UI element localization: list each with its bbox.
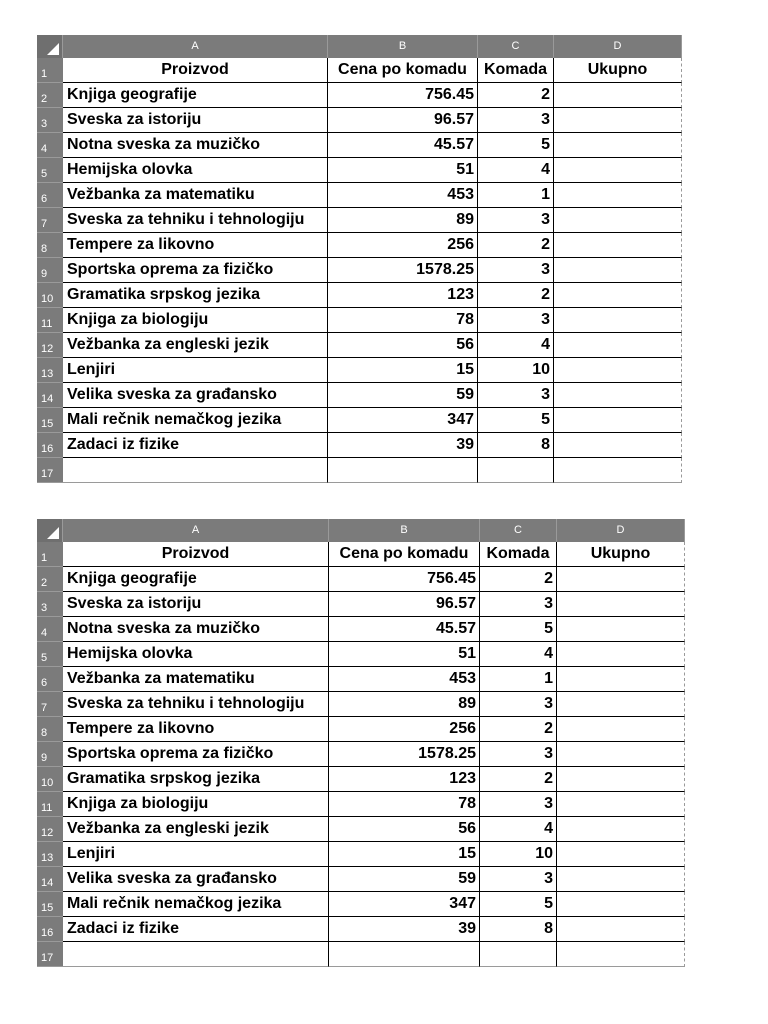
cell-c[interactable]: 10: [480, 842, 557, 867]
table-row: [37, 842, 685, 867]
cell-d[interactable]: [557, 692, 685, 717]
table-row: [37, 258, 682, 283]
row-number[interactable]: 14: [37, 867, 63, 892]
cell-b[interactable]: 756.45: [328, 83, 478, 108]
table-row: [37, 133, 682, 158]
cell-a[interactable]: Hemijska olovka: [63, 158, 328, 183]
cell-a[interactable]: Tempere za likovno: [63, 233, 328, 258]
row-number[interactable]: 6: [37, 183, 63, 208]
row-number[interactable]: 16: [37, 917, 63, 942]
table-row: [37, 617, 685, 642]
cell-d[interactable]: [557, 867, 685, 892]
table-row: [37, 283, 682, 308]
table-row: [37, 567, 685, 592]
header-cell[interactable]: Komada: [478, 58, 554, 83]
row-number[interactable]: 8: [37, 717, 63, 742]
cell-b[interactable]: [328, 458, 478, 483]
spreadsheet-bottom: [37, 519, 685, 967]
cell-a[interactable]: Zadaci iz fizike: [63, 917, 329, 942]
table-row: [37, 867, 685, 892]
header-cell[interactable]: Cena po komadu: [329, 542, 480, 567]
table-row: [37, 667, 685, 692]
header-cell[interactable]: Komada: [480, 542, 557, 567]
cell-d[interactable]: [554, 83, 682, 108]
cell-d[interactable]: [557, 642, 685, 667]
cell-b[interactable]: 15: [328, 358, 478, 383]
cell-a[interactable]: Lenjiri: [63, 358, 328, 383]
cell-d[interactable]: [554, 183, 682, 208]
column-header-a[interactable]: A: [63, 519, 329, 542]
cell-a[interactable]: Notna sveska za muzičko: [63, 617, 329, 642]
table-row: [37, 692, 685, 717]
cell-d[interactable]: [554, 158, 682, 183]
cell-a[interactable]: Sveska za tehniku i tehnologiju: [63, 692, 329, 717]
row-number[interactable]: 3: [37, 592, 63, 617]
cell-c[interactable]: 2: [480, 717, 557, 742]
row-number[interactable]: 13: [37, 358, 63, 383]
cell-a[interactable]: Zadaci iz fizike: [63, 433, 328, 458]
table-row: [37, 383, 682, 408]
cell-b[interactable]: 45.57: [329, 617, 480, 642]
cell-a[interactable]: [63, 458, 328, 483]
cell-d[interactable]: [554, 458, 682, 483]
cell-c[interactable]: 4: [478, 333, 554, 358]
spreadsheet-top: [37, 35, 682, 483]
row-number[interactable]: 1: [37, 542, 63, 567]
table-row: [37, 942, 685, 967]
cell-c[interactable]: 2: [480, 767, 557, 792]
cell-c[interactable]: 3: [478, 108, 554, 133]
table-row: [37, 108, 682, 133]
cell-a[interactable]: Velika sveska za građansko: [63, 867, 329, 892]
cell-d[interactable]: [554, 308, 682, 333]
cell-c[interactable]: [480, 942, 557, 967]
row-number[interactable]: 6: [37, 667, 63, 692]
cell-d[interactable]: [557, 767, 685, 792]
cell-d[interactable]: [557, 917, 685, 942]
column-header-c[interactable]: C: [478, 35, 554, 58]
table-row: [37, 158, 682, 183]
column-header-b[interactable]: B: [329, 519, 480, 542]
row-number[interactable]: 10: [37, 767, 63, 792]
row-number[interactable]: 9: [37, 258, 63, 283]
cell-b[interactable]: 45.57: [328, 133, 478, 158]
cell-d[interactable]: [554, 108, 682, 133]
cell-b[interactable]: 1578.25: [328, 258, 478, 283]
cell-a[interactable]: Knjiga geografije: [63, 567, 329, 592]
cell-c[interactable]: 4: [480, 642, 557, 667]
cell-d[interactable]: [554, 283, 682, 308]
cell-c[interactable]: 5: [480, 892, 557, 917]
cell-b[interactable]: 453: [329, 667, 480, 692]
cell-c[interactable]: 5: [478, 408, 554, 433]
table-row: [37, 642, 685, 667]
cell-b[interactable]: 1578.25: [329, 742, 480, 767]
cell-c[interactable]: 5: [478, 133, 554, 158]
cell-c[interactable]: 3: [478, 208, 554, 233]
cell-b[interactable]: 51: [328, 158, 478, 183]
cell-b[interactable]: 56: [329, 817, 480, 842]
cell-b[interactable]: 89: [329, 692, 480, 717]
select-all-corner[interactable]: [37, 519, 63, 542]
column-header-c[interactable]: C: [480, 519, 557, 542]
cell-d[interactable]: [554, 333, 682, 358]
row-number[interactable]: 2: [37, 567, 63, 592]
cell-b[interactable]: 59: [329, 867, 480, 892]
table-row: [37, 308, 682, 333]
row-number[interactable]: 10: [37, 283, 63, 308]
cell-d[interactable]: [554, 358, 682, 383]
table-row: [37, 408, 682, 433]
table-row: [37, 233, 682, 258]
cell-b[interactable]: 756.45: [329, 567, 480, 592]
row-number[interactable]: 15: [37, 892, 63, 917]
cell-a[interactable]: [63, 942, 329, 967]
cell-d[interactable]: [557, 617, 685, 642]
row-number[interactable]: 17: [37, 458, 63, 483]
cell-a[interactable]: Gramatika srpskog jezika: [63, 283, 328, 308]
column-header-d[interactable]: D: [557, 519, 685, 542]
select-all-corner[interactable]: [37, 35, 63, 58]
table-row: [37, 592, 685, 617]
cell-b[interactable]: 347: [329, 892, 480, 917]
row-number[interactable]: 1: [37, 58, 63, 83]
cell-d[interactable]: [557, 592, 685, 617]
header-cell[interactable]: Ukupno: [554, 58, 682, 83]
cell-a[interactable]: Velika sveska za građansko: [63, 383, 328, 408]
cell-a[interactable]: Knjiga geografije: [63, 83, 328, 108]
table-row: [37, 817, 685, 842]
table-row: [37, 333, 682, 358]
cell-b[interactable]: 347: [328, 408, 478, 433]
row-number[interactable]: 11: [37, 308, 63, 333]
cell-d[interactable]: [557, 667, 685, 692]
table-row: [37, 917, 685, 942]
cell-a[interactable]: Gramatika srpskog jezika: [63, 767, 329, 792]
cell-b[interactable]: 78: [329, 792, 480, 817]
row-number[interactable]: 8: [37, 233, 63, 258]
header-cell[interactable]: Proizvod: [63, 58, 328, 83]
cell-c[interactable]: 2: [478, 283, 554, 308]
table-row: [37, 433, 682, 458]
cell-a[interactable]: Vežbanka za engleski jezik: [63, 333, 328, 358]
cell-d[interactable]: [554, 433, 682, 458]
cell-b[interactable]: 15: [329, 842, 480, 867]
row-number[interactable]: 16: [37, 433, 63, 458]
row-number[interactable]: 7: [37, 208, 63, 233]
header-row: [37, 58, 682, 83]
cell-a[interactable]: Sportska oprema za fizičko: [63, 258, 328, 283]
row-number[interactable]: 5: [37, 642, 63, 667]
cell-a[interactable]: Hemijska olovka: [63, 642, 329, 667]
cell-a[interactable]: Vežbanka za matematiku: [63, 183, 328, 208]
cell-b[interactable]: 59: [328, 383, 478, 408]
header-cell[interactable]: Cena po komadu: [328, 58, 478, 83]
cell-a[interactable]: Notna sveska za muzičko: [63, 133, 328, 158]
cell-c[interactable]: 3: [480, 792, 557, 817]
column-header-bar: [37, 519, 685, 542]
header-row: [37, 542, 685, 567]
cell-c[interactable]: 8: [480, 917, 557, 942]
cell-a[interactable]: Mali rečnik nemačkog jezika: [63, 892, 329, 917]
cell-d[interactable]: [557, 892, 685, 917]
cell-c[interactable]: 2: [478, 233, 554, 258]
column-header-bar: [37, 35, 682, 58]
cell-c[interactable]: 3: [478, 258, 554, 283]
cell-b[interactable]: 123: [328, 283, 478, 308]
column-header-b[interactable]: B: [328, 35, 478, 58]
row-number[interactable]: 14: [37, 383, 63, 408]
cell-a[interactable]: Knjiga za biologiju: [63, 308, 328, 333]
cell-b[interactable]: 256: [329, 717, 480, 742]
row-number[interactable]: 17: [37, 942, 63, 967]
cell-a[interactable]: Sveska za istoriju: [63, 592, 329, 617]
cell-b[interactable]: 56: [328, 333, 478, 358]
table-row: [37, 742, 685, 767]
row-number[interactable]: 4: [37, 133, 63, 158]
cell-b[interactable]: 39: [329, 917, 480, 942]
row-number[interactable]: 15: [37, 408, 63, 433]
cell-b[interactable]: 96.57: [329, 592, 480, 617]
row-number[interactable]: 11: [37, 792, 63, 817]
cell-b[interactable]: 96.57: [328, 108, 478, 133]
table-row: [37, 717, 685, 742]
cell-c[interactable]: 3: [480, 592, 557, 617]
row-number[interactable]: 5: [37, 158, 63, 183]
row-number[interactable]: 9: [37, 742, 63, 767]
cell-a[interactable]: Sportska oprema za fizičko: [63, 742, 329, 767]
cell-d[interactable]: [554, 208, 682, 233]
cell-c[interactable]: 2: [478, 83, 554, 108]
table-row: [37, 208, 682, 233]
row-number[interactable]: 12: [37, 817, 63, 842]
cell-a[interactable]: Mali rečnik nemačkog jezika: [63, 408, 328, 433]
row-number[interactable]: 3: [37, 108, 63, 133]
table-row: [37, 458, 682, 483]
cell-a[interactable]: Knjiga za biologiju: [63, 792, 329, 817]
cell-c[interactable]: 4: [480, 817, 557, 842]
column-header-d[interactable]: D: [554, 35, 682, 58]
cell-d[interactable]: [557, 842, 685, 867]
header-cell[interactable]: Ukupno: [557, 542, 685, 567]
header-cell[interactable]: Proizvod: [63, 542, 329, 567]
cell-a[interactable]: Sveska za istoriju: [63, 108, 328, 133]
table-row: [37, 767, 685, 792]
cell-d[interactable]: [557, 567, 685, 592]
row-number[interactable]: 2: [37, 83, 63, 108]
table-row: [37, 892, 685, 917]
cell-c[interactable]: 3: [478, 308, 554, 333]
row-number[interactable]: 12: [37, 333, 63, 358]
cell-d[interactable]: [557, 742, 685, 767]
cell-c[interactable]: 4: [478, 158, 554, 183]
cell-a[interactable]: Sveska za tehniku i tehnologiju: [63, 208, 328, 233]
cell-d[interactable]: [554, 383, 682, 408]
cell-d[interactable]: [554, 233, 682, 258]
cell-b[interactable]: 89: [328, 208, 478, 233]
cell-c[interactable]: 1: [478, 183, 554, 208]
cell-a[interactable]: Vežbanka za engleski jezik: [63, 817, 329, 842]
row-number[interactable]: 7: [37, 692, 63, 717]
cell-b[interactable]: 123: [329, 767, 480, 792]
column-header-a[interactable]: A: [63, 35, 328, 58]
table-row: [37, 358, 682, 383]
cell-d[interactable]: [557, 792, 685, 817]
cell-c[interactable]: 3: [478, 383, 554, 408]
cell-b[interactable]: 78: [328, 308, 478, 333]
row-number[interactable]: 4: [37, 617, 63, 642]
cell-d[interactable]: [554, 408, 682, 433]
cell-d[interactable]: [554, 133, 682, 158]
cell-c[interactable]: 5: [480, 617, 557, 642]
cell-d[interactable]: [554, 258, 682, 283]
row-number[interactable]: 13: [37, 842, 63, 867]
cell-a[interactable]: Tempere za likovno: [63, 717, 329, 742]
cell-b[interactable]: 39: [328, 433, 478, 458]
cell-d[interactable]: [557, 942, 685, 967]
table-row: [37, 792, 685, 817]
cell-c[interactable]: 8: [478, 433, 554, 458]
cell-b[interactable]: [329, 942, 480, 967]
cell-c[interactable]: 3: [480, 742, 557, 767]
cell-c[interactable]: 2: [480, 567, 557, 592]
cell-a[interactable]: Lenjiri: [63, 842, 329, 867]
cell-c[interactable]: [478, 458, 554, 483]
cell-d[interactable]: [557, 717, 685, 742]
cell-b[interactable]: 256: [328, 233, 478, 258]
cell-c[interactable]: 3: [480, 692, 557, 717]
cell-c[interactable]: 10: [478, 358, 554, 383]
table-row: [37, 83, 682, 108]
cell-c[interactable]: 3: [480, 867, 557, 892]
cell-d[interactable]: [557, 817, 685, 842]
cell-c[interactable]: 1: [480, 667, 557, 692]
cell-a[interactable]: Vežbanka za matematiku: [63, 667, 329, 692]
cell-b[interactable]: 453: [328, 183, 478, 208]
table-row: [37, 183, 682, 208]
cell-b[interactable]: 51: [329, 642, 480, 667]
